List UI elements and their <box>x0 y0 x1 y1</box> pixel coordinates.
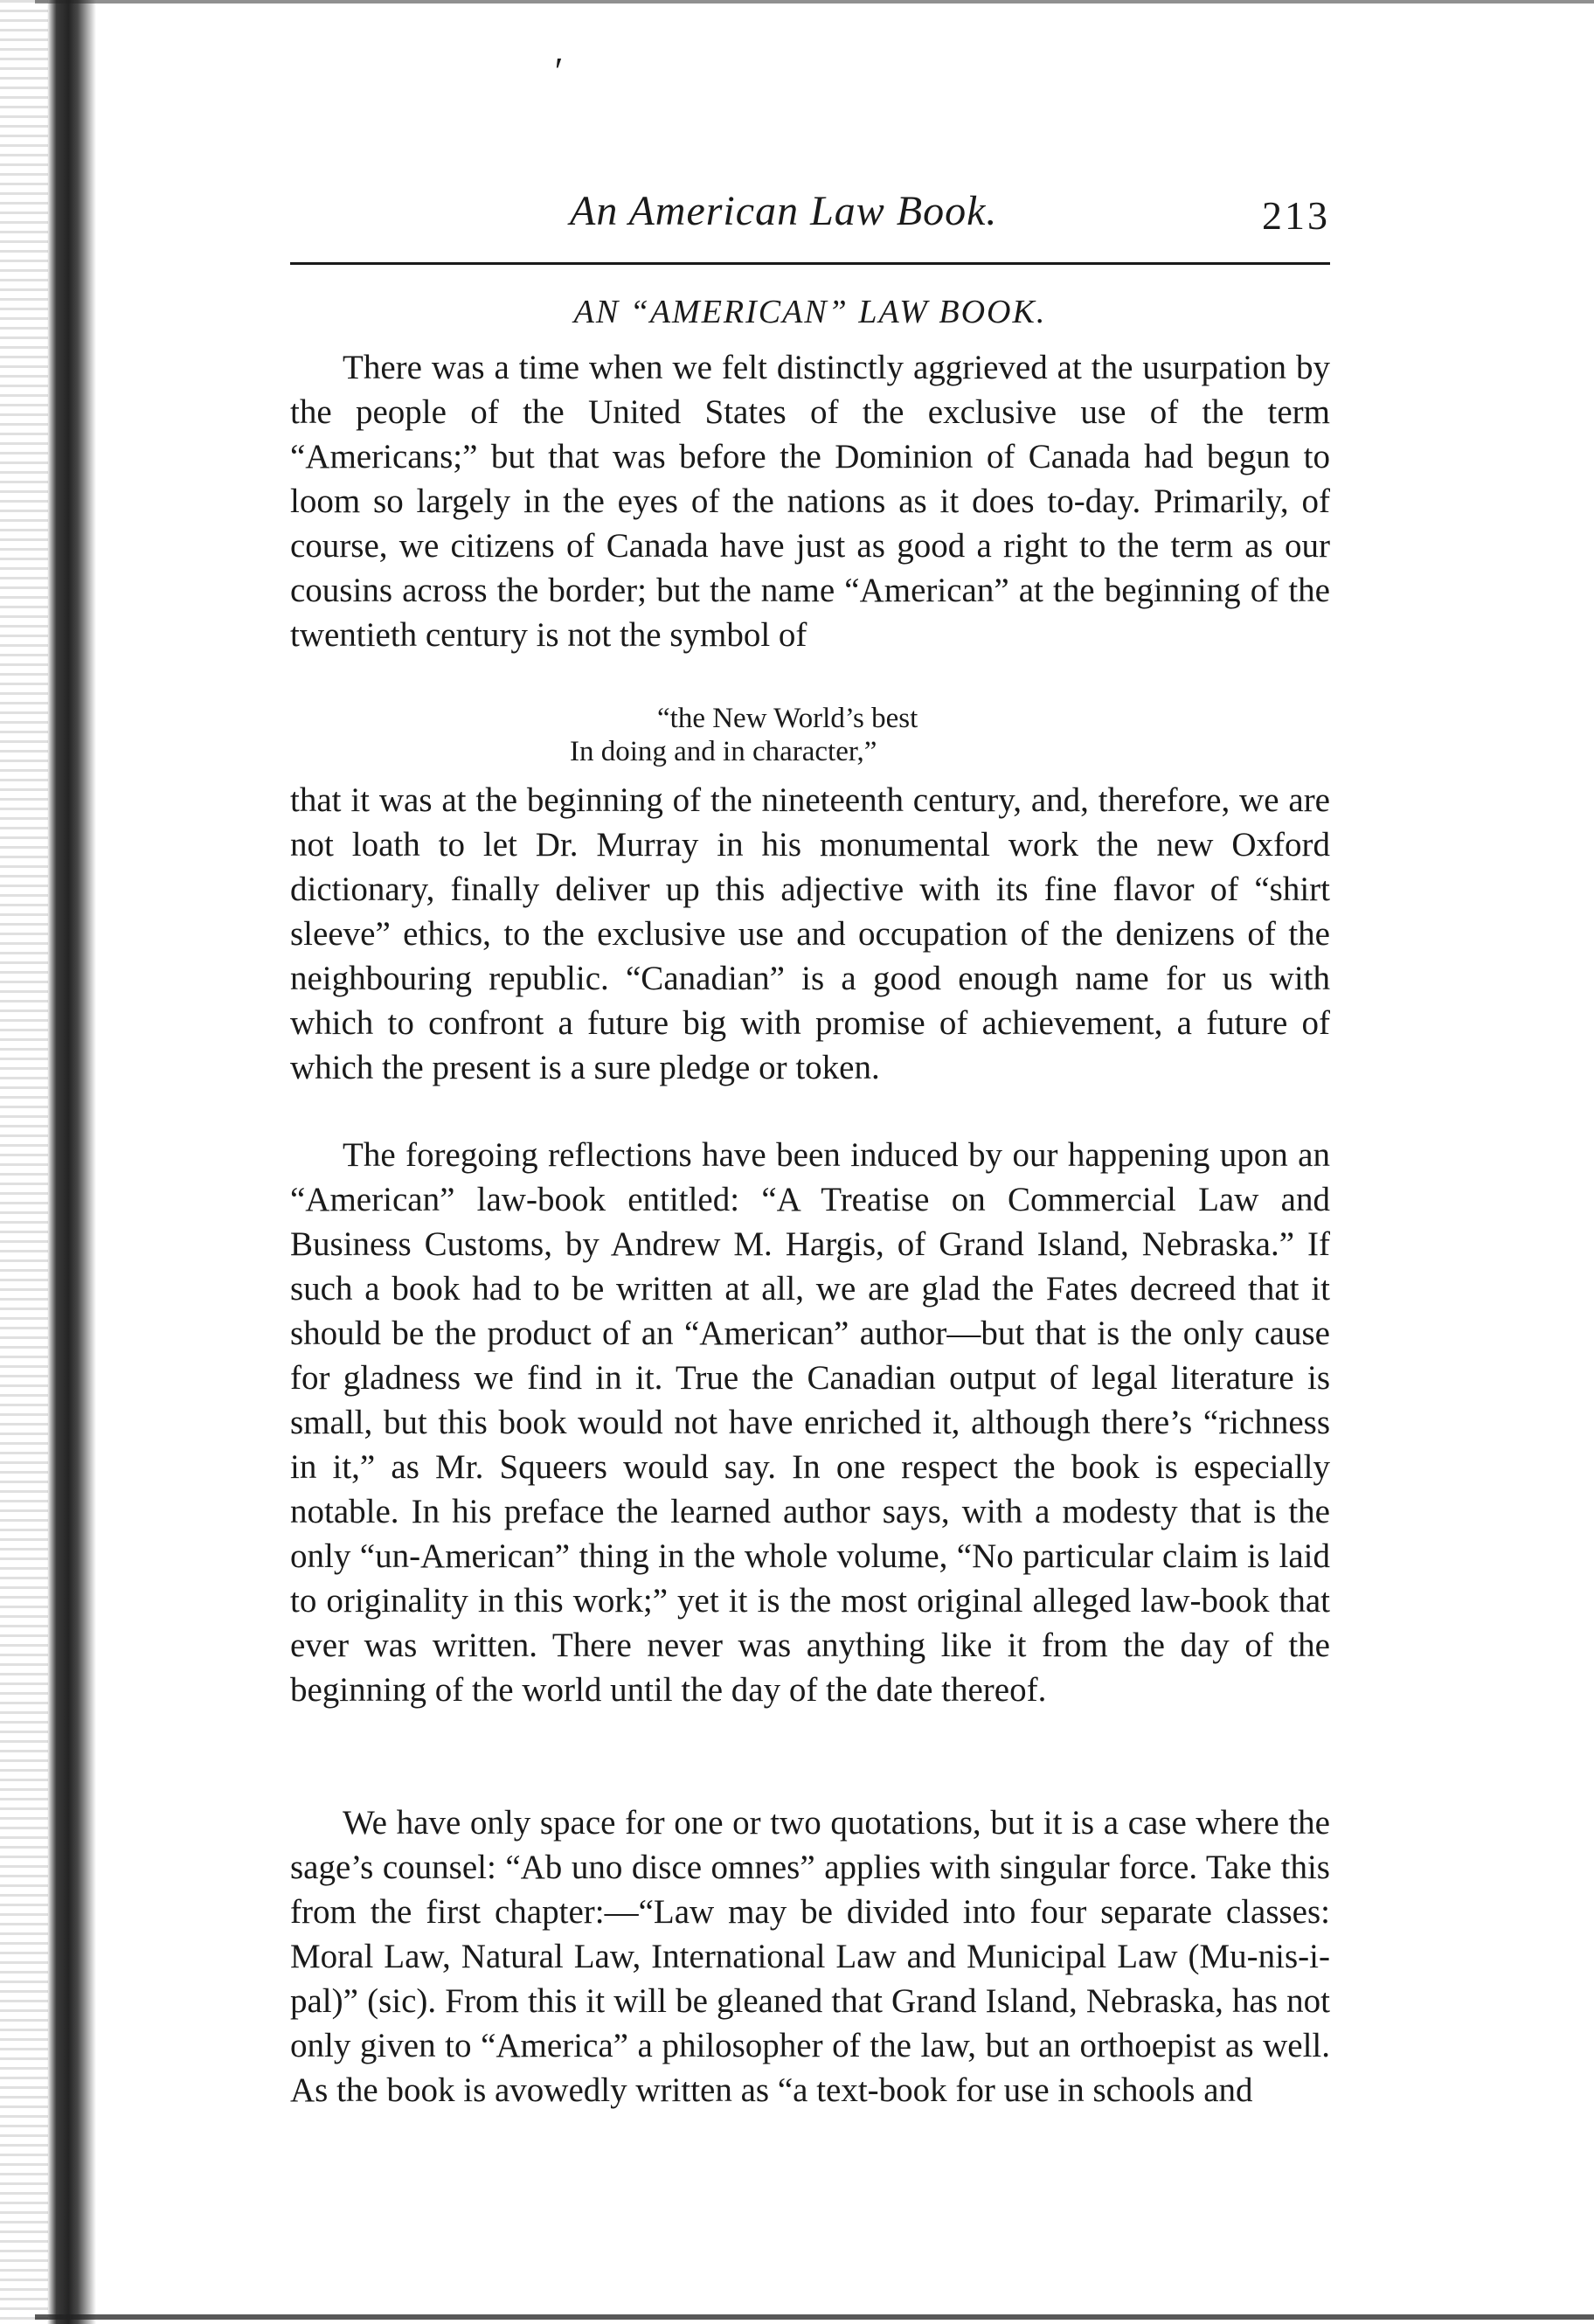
binding-speckle <box>0 0 48 2324</box>
verse-line-1: “the New World’s best <box>657 703 918 734</box>
article-title: AN “AMERICAN” LAW BOOK. <box>573 294 1047 330</box>
paragraph-3 <box>290 1800 1330 2112</box>
scan-top-edge <box>35 0 1594 3</box>
header-rule <box>290 262 1330 265</box>
paragraph-1-text: There was a time when we felt distinctly aggrieved at the usurpation by the people of the United States of the exclusive use of the term “Americans;” but that was before the Dominion of Canada had begun to loom so largely in the eyes of the nations as it does to-day. Primarily, of course, we citizens of Canada have just as good a right to the term as our cousins across the border; but the name “American” at the beginning of the twentieth century is not the symbol of <box>290 349 1330 654</box>
paragraph-1 <box>290 345 1330 657</box>
paragraph-3-text: We have only space for one or two quotations, but it is a case where the sage’s counsel: “Ab uno disce omnes” applies with singular force. Take this from the first chapter:—“Law may be divided into four separate classes: Moral Law, Natural Law, International Law and Municipal Law (Mu-nis-i-pal)” (sic). From this it will be gleaned that Grand Island, Nebraska, has not only given to “America” a philosopher of the law, but an orthoepist as well. As the book is avowedly written as “a text-book for use in schools and <box>290 1804 1330 2109</box>
paragraph-1-continued-text: that it was at the beginning of the nineteenth century, and, therefore, we are not loath to let Dr. Murray in his monumental work the new Oxford dictionary, finally deliver up this adjective with its fine flavor of “shirt sleeve” ethics, to the exclusive use and occupation of the denizens of the neighbouring republic. “Canadian” is a good enough name for us with which to confront a future big with promise of achievement, a future of which the present is a sure pledge or token. <box>290 781 1330 1086</box>
paragraph-2-text: The foregoing reflections have been induced by our happening upon an “American” law-book entitled: “A Treatise on Commercial Law and Business Customs, by Andrew M. Hargis, of Grand Island, Nebraska.” If such a book had to be written at all, we are glad the Fates decreed that it should be the product of an “American” author—but that is the only cause for gladness we find in it. True the Canadian output of legal literature is small, but this book would not have enriched it, although there’s “richness in it,” as Mr. Squeers would say. In one respect the book is especially notable. In his preface the learned author says, with a modesty that is the only “un-American” thing in the whole volume, “No particular claim is laid to originality in this work;” yet it is the most original alleged law-book that ever was written. There never was anything like it from the day of the beginning of the world until the day of the date thereof. <box>290 1136 1330 1709</box>
page-number: 213 <box>1262 193 1330 238</box>
verse-line-2: In doing and in character,” <box>570 736 877 767</box>
stray-mark: ′ <box>552 50 561 93</box>
running-title: An American Law Book. <box>570 188 998 234</box>
running-head <box>290 184 1330 245</box>
paragraph-2 <box>290 1133 1330 1712</box>
paragraph-1-continued <box>290 778 1330 1090</box>
scan-bottom-edge <box>35 2314 1594 2320</box>
